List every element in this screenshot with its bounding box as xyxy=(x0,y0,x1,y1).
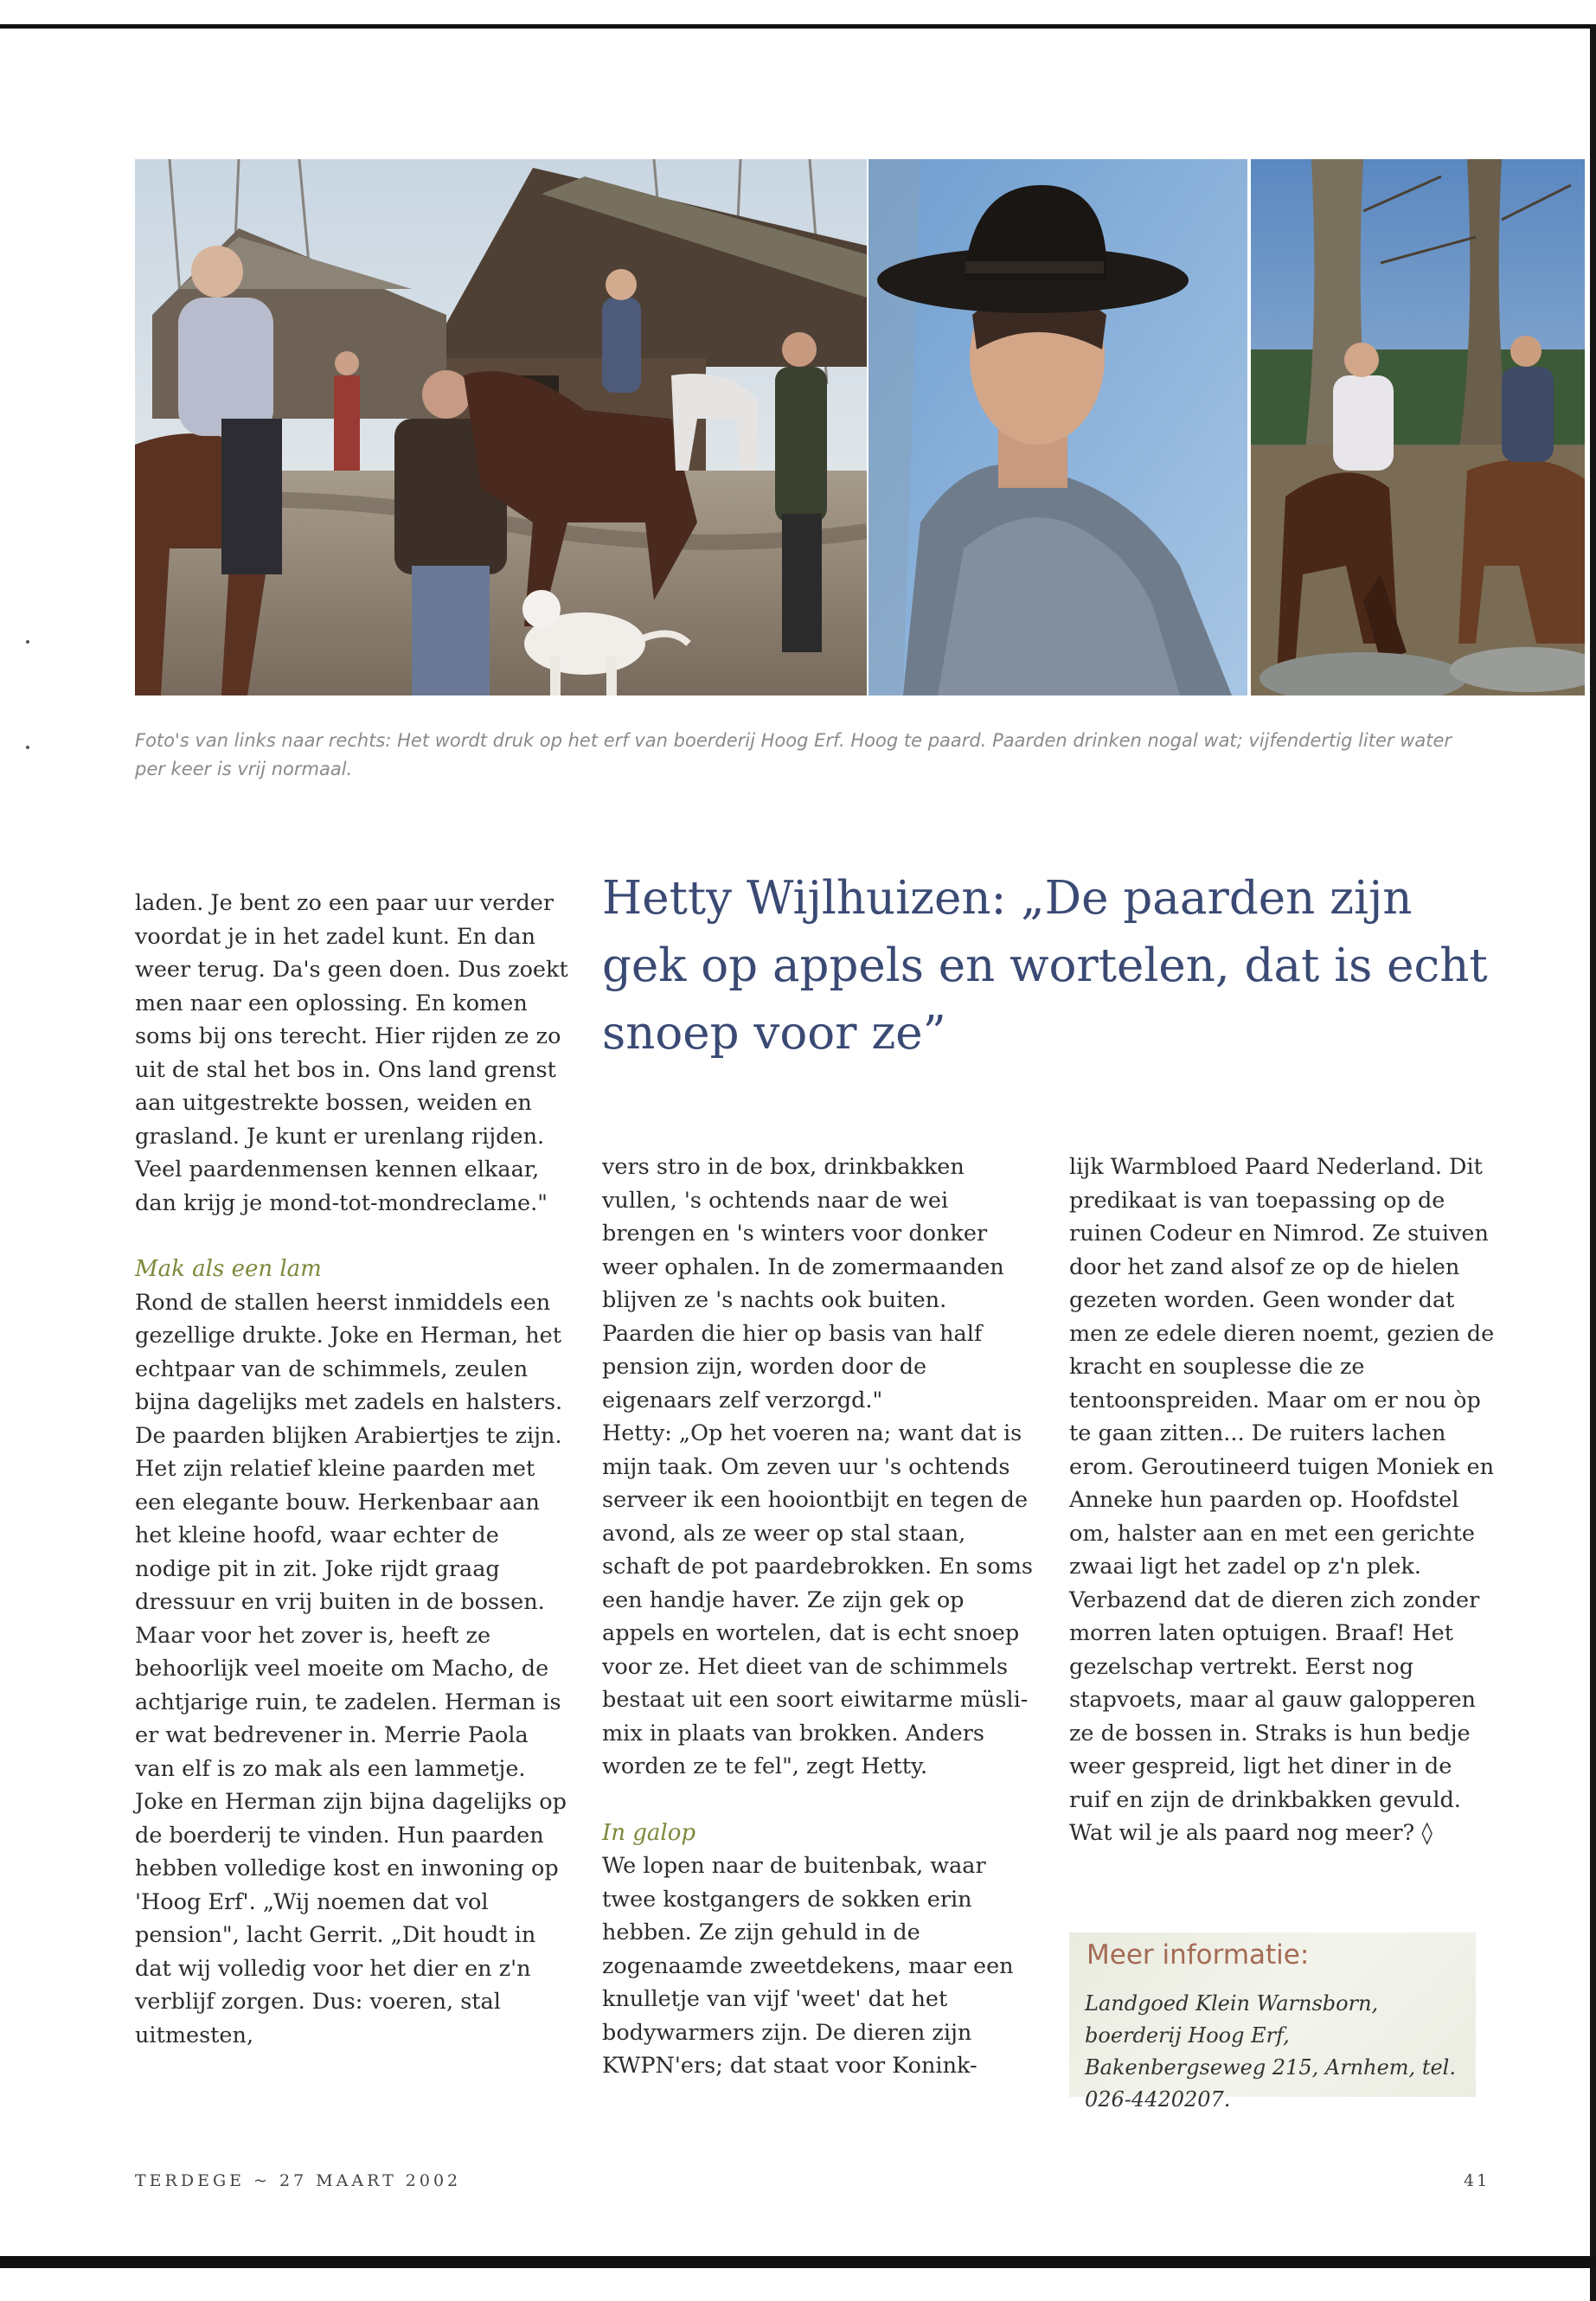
scan-speck xyxy=(26,746,29,749)
paragraph: laden. Je bent zo een paar uur verder voordat je in het zadel kunt. En dan weer terug. Da's geen doen. Dus zoekt men naar een oplossing. En komen soms bij ons terecht. Hier rijden ze zo uit de stal het bos in. Ons land grenst aan uitgestrekte bossen, weiden en grasland. Je kunt er urenlang rijden. Veel paardenmensen kennen elkaar, dan krijg je mond-tot-mondreclame." xyxy=(135,890,568,1216)
page-number: 41 xyxy=(1464,2171,1490,2190)
subheading-in-galop: In galop xyxy=(602,1819,696,1846)
column-1 xyxy=(135,887,569,2052)
photo-farmyard xyxy=(135,159,867,695)
subheading-mak-als-een-lam: Mak als een lam xyxy=(135,1256,322,1282)
photo-farmyard-image xyxy=(135,159,867,695)
right-scan-edge xyxy=(1590,24,1596,2301)
photo-horses-drinking xyxy=(1251,159,1585,695)
pull-quote-headline: Hetty Wijlhuizen: „De paarden zijn gek op appels en wortelen, dat is echt snoep voor ze” xyxy=(602,872,1488,1060)
top-border-line xyxy=(0,24,1596,29)
column-3 xyxy=(1069,1150,1497,1850)
info-box xyxy=(1069,1932,1476,2112)
photo-portrait xyxy=(869,159,1247,695)
info-box-body: Landgoed Klein Warnsborn, boerderij Hoog Erf, Bakenbergseweg 215, Arnhem, tel. 026-4420207. xyxy=(1085,1991,1456,2112)
paragraph: We lopen naar de buitenbak, waar twee kostgangers de sokken erin hebben. Ze zijn gehuld in de zogenaamde zweetdekens, maar een knulletje van vijf 'weet' dat het bodywarmers zijn. De dieren zijn KWPN'ers; dat staat voor Konink- xyxy=(602,1853,1014,2079)
column-2 xyxy=(602,1150,1036,2083)
photo-horses-drinking-image xyxy=(1251,159,1585,695)
bottom-border-line xyxy=(0,2256,1596,2268)
paragraph: Rond de stallen heerst inmiddels een gezellige drukte. Joke en Herman, het echtpaar van de schimmels, zeulen bijna dagelijks met zadels en halsters. De paarden blijken Arabiertjes te zijn. Het zijn relatief kleine paarden met een elegante bouw. Herkenbaar aan het kleine hoofd, waar echter de nodige pit in zit. Joke rijdt graag dressuur en vrij buiten in de bossen. Maar voor het zover is, heeft ze behoorlijk veel moeite om Macho, de achtjarige ruin, te zadelen. Herman is er wat bedrevener in. Merrie Paola van elf is zo mak als een lammetje. Joke en Herman zijn bijna dagelijks op de boerderij te vinden. Hun paarden hebben volledige kost en inwoning op 'Hoog Erf'. „Wij noemen dat vol pension", lacht Gerrit. „Dit houdt in dat wij volledig voor het dier en z'n verblijf zorgen. Dus: voeren, stal uitmesten, xyxy=(135,1289,567,2048)
photo-portrait-image xyxy=(869,159,1247,695)
paragraph: Hetty: „Op het voeren na; want dat is mijn taak. Om zeven uur 's ochtends serveer ik een hooiontbijt en tegen de avond, als ze weer op stal staan, schaft de pot paardebrokken. En soms een handje haver. Ze zijn gek op appels en wortelen, dat is echt snoep voor ze. Het dieet van de schimmels bestaat uit een soort eiwitarme müsli-mix in plaats van brokken. Anders worden ze te fel", zegt Hetty. xyxy=(602,1420,1034,1779)
scan-speck xyxy=(26,640,29,644)
paragraph: vers stro in de box, drinkbakken vullen, 's ochtends naar de wei brengen en 's winters voor donker weer ophalen. In de zomermaanden blijven ze 's nachts ook buiten. Paarden die hier op basis van half pension zijn, worden door de eigenaars zelf verzorgd." xyxy=(602,1154,1004,1413)
paragraph: lijk Warmbloed Paard Nederland. Dit predikaat is van toepassing op de ruinen Codeur en Nimrod. Ze stuiven door het zand alsof ze op de hielen gezeten worden. Geen wonder dat men ze edele dieren noemt, gezien de kracht en souplesse die ze tentoonspreiden. Maar om er nou òp te gaan zitten... De ruiters lachen erom. Geroutineerd tuigen Moniek en Anneke hun paarden op. Hoofdstel om, halster aan en met een gerichte zwaai ligt het zadel op z'n plek. Verbazend dat de dieren zich zonder morren laten optuigen. Braaf! Het gezelschap vertrekt. Eerst nog stapvoets, maar al gauw galopperen ze de bossen in. Straks is hun bedje weer gespreid, ligt het diner in de ruif en zijn de drinkbakken gevuld. Wat wil je als paard nog meer? ◊ xyxy=(1069,1154,1495,1846)
info-box-title: Meer informatie: xyxy=(1086,1939,1310,1971)
footer-publication: TERDEGE ~ 27 MAART 2002 xyxy=(135,2171,462,2190)
photo-strip xyxy=(135,159,1585,695)
photo-caption: Foto's van links naar rechts: Het wordt druk op het erf van boerderij Hoog Erf. Hoog te paard. Paarden drinken nogal wat; vijfendertig liter water per keer is vrij normaal. xyxy=(135,730,1452,779)
